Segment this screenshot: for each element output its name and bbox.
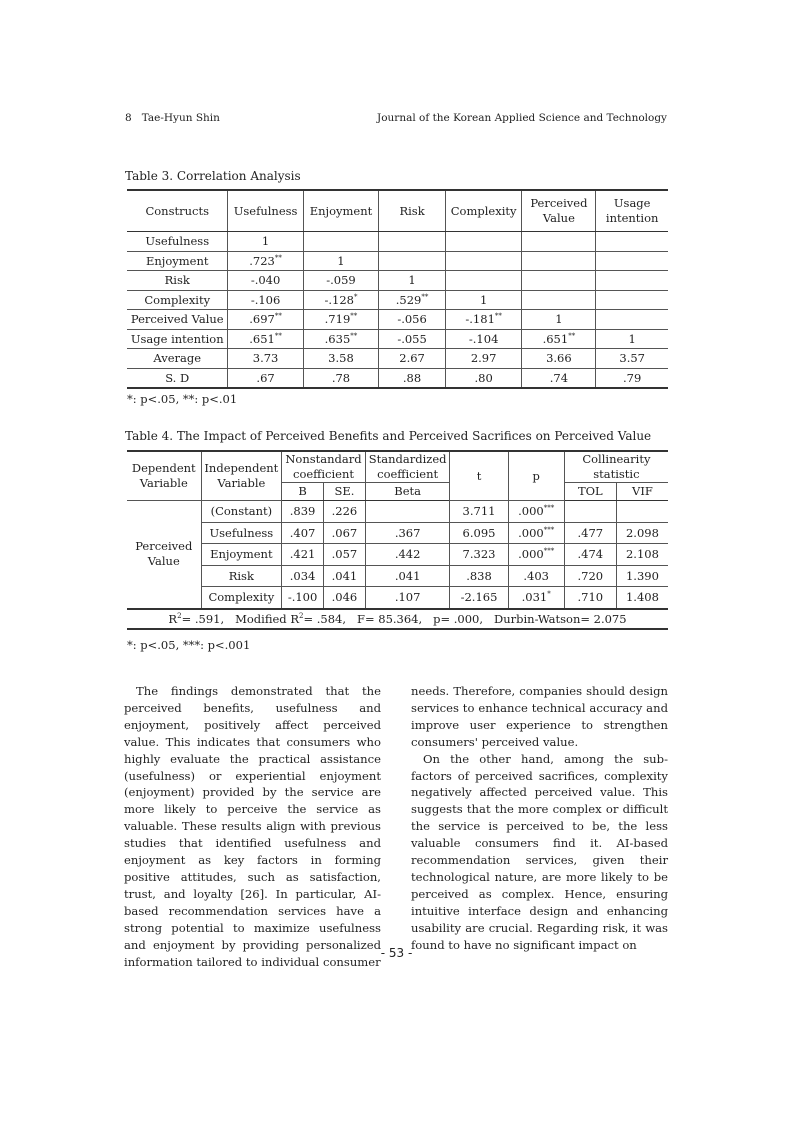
table-cell: 1.408 bbox=[616, 587, 668, 609]
t4-header-nonstandard: Nonstandard coefficient bbox=[282, 451, 366, 483]
correlation-table bbox=[127, 189, 668, 389]
table-cell: 6.095 bbox=[450, 522, 508, 544]
table-cell: .78 bbox=[303, 368, 379, 388]
table-cell: -.128* bbox=[303, 290, 379, 310]
table-cell bbox=[564, 501, 616, 523]
table-cell bbox=[596, 251, 668, 271]
table-cell: .67 bbox=[228, 368, 303, 388]
table-cell bbox=[445, 271, 522, 291]
table-row bbox=[127, 290, 668, 310]
table-row bbox=[127, 271, 668, 291]
t3-header-cell: Perceived Value bbox=[522, 190, 596, 232]
dependent-variable-cell: Perceived Value bbox=[127, 501, 201, 609]
table-cell bbox=[379, 251, 446, 271]
table-cell: 3.58 bbox=[303, 349, 379, 369]
table-cell bbox=[596, 290, 668, 310]
table-cell: .79 bbox=[596, 368, 668, 388]
table-cell bbox=[522, 232, 596, 252]
table-cell: 1 bbox=[445, 290, 522, 310]
table-cell: 3.73 bbox=[228, 349, 303, 369]
running-header-left: 8 Tae-Hyun Shin bbox=[125, 112, 220, 124]
t4-header-collinearity: Collinearity statistic bbox=[564, 451, 668, 483]
model-summary: $R^2= .591$, Modified $R^2= .584$, F= 85.364, p= .000, Durbin-Watson= 2.075 bbox=[127, 609, 668, 629]
table-row bbox=[127, 251, 668, 271]
table-cell: .107 bbox=[365, 587, 450, 609]
regression-table bbox=[127, 450, 668, 630]
table-cell: .720 bbox=[564, 565, 616, 587]
table-row bbox=[127, 368, 668, 388]
table-cell bbox=[379, 232, 446, 252]
t4-header-independent: Independent Variable bbox=[201, 451, 282, 501]
t3-header-cell: Usefulness bbox=[228, 190, 303, 232]
table-cell: .710 bbox=[564, 587, 616, 609]
table-cell: .367 bbox=[365, 522, 450, 544]
table-cell: -.181** bbox=[445, 310, 522, 330]
table-cell bbox=[596, 232, 668, 252]
table-cell: .838 bbox=[450, 565, 508, 587]
t4-header-tol: TOL bbox=[564, 483, 616, 501]
table-row bbox=[127, 565, 668, 587]
table-cell: Average bbox=[127, 349, 228, 369]
t4-header-p: p bbox=[508, 451, 564, 501]
table-cell: .839 bbox=[282, 501, 324, 523]
table-cell: Risk bbox=[127, 271, 228, 291]
table-cell: .031* bbox=[508, 587, 564, 609]
table-cell: 3.57 bbox=[596, 349, 668, 369]
body-paragraph: On the other hand, among the sub-factors of perceived sacrifices, complexity negatively affected perceived value. This suggests that the more complex or difficult the service is perceived to be, the less valuable consumers find it. AI-based recommendation services, given their technological nature, are more likely to be perceived as complex. Hence, ensuring intuitive interface design and enhancing usability are crucial. Regarding risk, it was found to have no significant impact on bbox=[411, 751, 668, 952]
t3-header-cell: Usage intention bbox=[596, 190, 668, 232]
body-paragraph: needs. Therefore, companies should design services to enhance technical accuracy and improve user experience to strengthen consumers' perceived value. bbox=[411, 684, 668, 749]
t4-header-se: SE. bbox=[324, 483, 366, 501]
body-right-column bbox=[411, 683, 668, 954]
table-row bbox=[127, 522, 668, 544]
table-cell: .88 bbox=[379, 368, 446, 388]
model-summary-row bbox=[127, 609, 668, 629]
table-cell: .067 bbox=[324, 522, 366, 544]
table-cell: .723** bbox=[228, 251, 303, 271]
table-cell: -.106 bbox=[228, 290, 303, 310]
table-cell: .407 bbox=[282, 522, 324, 544]
t4-header-vif: VIF bbox=[616, 483, 668, 501]
table-cell bbox=[596, 310, 668, 330]
table-cell: 2.97 bbox=[445, 349, 522, 369]
table-cell: .041 bbox=[324, 565, 366, 587]
table4-caption: Table 4. The Impact of Perceived Benefits and Perceived Sacrifices on Perceived Value bbox=[125, 429, 652, 443]
table-row bbox=[127, 310, 668, 330]
table-cell bbox=[522, 271, 596, 291]
table-cell: .421 bbox=[282, 544, 324, 566]
table3-note: *: p<.05, **: p<.01 bbox=[127, 392, 238, 406]
table-cell: -.104 bbox=[445, 329, 522, 349]
table-cell: 7.323 bbox=[450, 544, 508, 566]
table-cell: -.100 bbox=[282, 587, 324, 609]
table-cell bbox=[365, 501, 450, 523]
table-cell: 2.108 bbox=[616, 544, 668, 566]
table-cell: Enjoyment bbox=[127, 251, 228, 271]
table-cell bbox=[616, 501, 668, 523]
t3-header-cell: Constructs bbox=[127, 190, 228, 232]
table-cell: .80 bbox=[445, 368, 522, 388]
table-cell: -.055 bbox=[379, 329, 446, 349]
table-cell: .697** bbox=[228, 310, 303, 330]
table-cell: -.059 bbox=[303, 271, 379, 291]
table-cell: .719** bbox=[303, 310, 379, 330]
table-cell: Enjoyment bbox=[201, 544, 282, 566]
table-cell: 2.67 bbox=[379, 349, 446, 369]
table-cell: 1 bbox=[522, 310, 596, 330]
table-cell: .057 bbox=[324, 544, 366, 566]
table-cell: .403 bbox=[508, 565, 564, 587]
body-paragraph: The findings demonstrated that the perceived benefits, usefulness and enjoyment, positively affect perceived value. This indicates that consumers who highly evaluate the practical assistance (usefulness) or experiential enjoyment (enjoyment) provided by the service are more likely to perceive the service as valuable. These results align with previous studies that identified usefulness and enjoyment as key factors in forming positive attitudes, such as satisfaction, trust, and loyalty [26]. In particular, AI-based recommendation services have a strong potential to maximize usefulness and enjoyment by providing personalized information tailored to individual consumer bbox=[124, 684, 381, 969]
t4-header-beta: Beta bbox=[365, 483, 450, 501]
table-cell: -.040 bbox=[228, 271, 303, 291]
t4-header-t: t bbox=[450, 451, 508, 501]
table-cell bbox=[445, 251, 522, 271]
table-cell: Complexity bbox=[127, 290, 228, 310]
table-cell: .034 bbox=[282, 565, 324, 587]
table-cell: .529** bbox=[379, 290, 446, 310]
t4-header-standardized: Standardized coefficient bbox=[365, 451, 450, 483]
table-cell: .74 bbox=[522, 368, 596, 388]
table-cell: 3.711 bbox=[450, 501, 508, 523]
table-cell: Usage intention bbox=[127, 329, 228, 349]
table-cell bbox=[522, 290, 596, 310]
table-cell: .046 bbox=[324, 587, 366, 609]
table-cell: 1 bbox=[596, 329, 668, 349]
table-cell: .000*** bbox=[508, 501, 564, 523]
table-cell: 1 bbox=[228, 232, 303, 252]
body-left-column bbox=[124, 683, 381, 970]
table-cell: .477 bbox=[564, 522, 616, 544]
table4-note: *: p<.05, ***: p<.001 bbox=[127, 638, 251, 652]
table-cell: .442 bbox=[365, 544, 450, 566]
t4-header-b: B bbox=[282, 483, 324, 501]
t3-header-cell: Enjoyment bbox=[303, 190, 379, 232]
table-cell: .474 bbox=[564, 544, 616, 566]
table-cell: 1 bbox=[379, 271, 446, 291]
table-cell: (Constant) bbox=[201, 501, 282, 523]
table-cell: Usefulness bbox=[201, 522, 282, 544]
table-row bbox=[127, 587, 668, 609]
table-cell: .000*** bbox=[508, 544, 564, 566]
running-header-right: Journal of the Korean Applied Science and Technology bbox=[377, 112, 667, 124]
table-cell: 1.390 bbox=[616, 565, 668, 587]
table-cell: .651** bbox=[228, 329, 303, 349]
table-cell bbox=[445, 232, 522, 252]
table-row bbox=[127, 501, 668, 523]
t4-header-dependent: Dependent Variable bbox=[127, 451, 201, 501]
table-cell: .000*** bbox=[508, 522, 564, 544]
table-row bbox=[127, 329, 668, 349]
table-row bbox=[127, 544, 668, 566]
t3-header-cell: Risk bbox=[379, 190, 446, 232]
table-cell: 3.66 bbox=[522, 349, 596, 369]
table-cell bbox=[303, 232, 379, 252]
table-row bbox=[127, 232, 668, 252]
table-cell bbox=[596, 271, 668, 291]
page-number: - 53 - bbox=[380, 946, 413, 960]
table-cell bbox=[522, 251, 596, 271]
table-cell: 2.098 bbox=[616, 522, 668, 544]
table-cell: 1 bbox=[303, 251, 379, 271]
table-cell: S. D bbox=[127, 368, 228, 388]
table-cell: Perceived Value bbox=[127, 310, 228, 330]
table-cell: Complexity bbox=[201, 587, 282, 609]
table-cell: Risk bbox=[201, 565, 282, 587]
table-row bbox=[127, 349, 668, 369]
table-cell: -.056 bbox=[379, 310, 446, 330]
table-cell: .041 bbox=[365, 565, 450, 587]
t3-header-cell: Complexity bbox=[445, 190, 522, 232]
table-cell: .651** bbox=[522, 329, 596, 349]
table-cell: -2.165 bbox=[450, 587, 508, 609]
table-cell: Usefulness bbox=[127, 232, 228, 252]
table-cell: .226 bbox=[324, 501, 366, 523]
table3-caption: Table 3. Correlation Analysis bbox=[125, 169, 301, 183]
table-cell: .635** bbox=[303, 329, 379, 349]
